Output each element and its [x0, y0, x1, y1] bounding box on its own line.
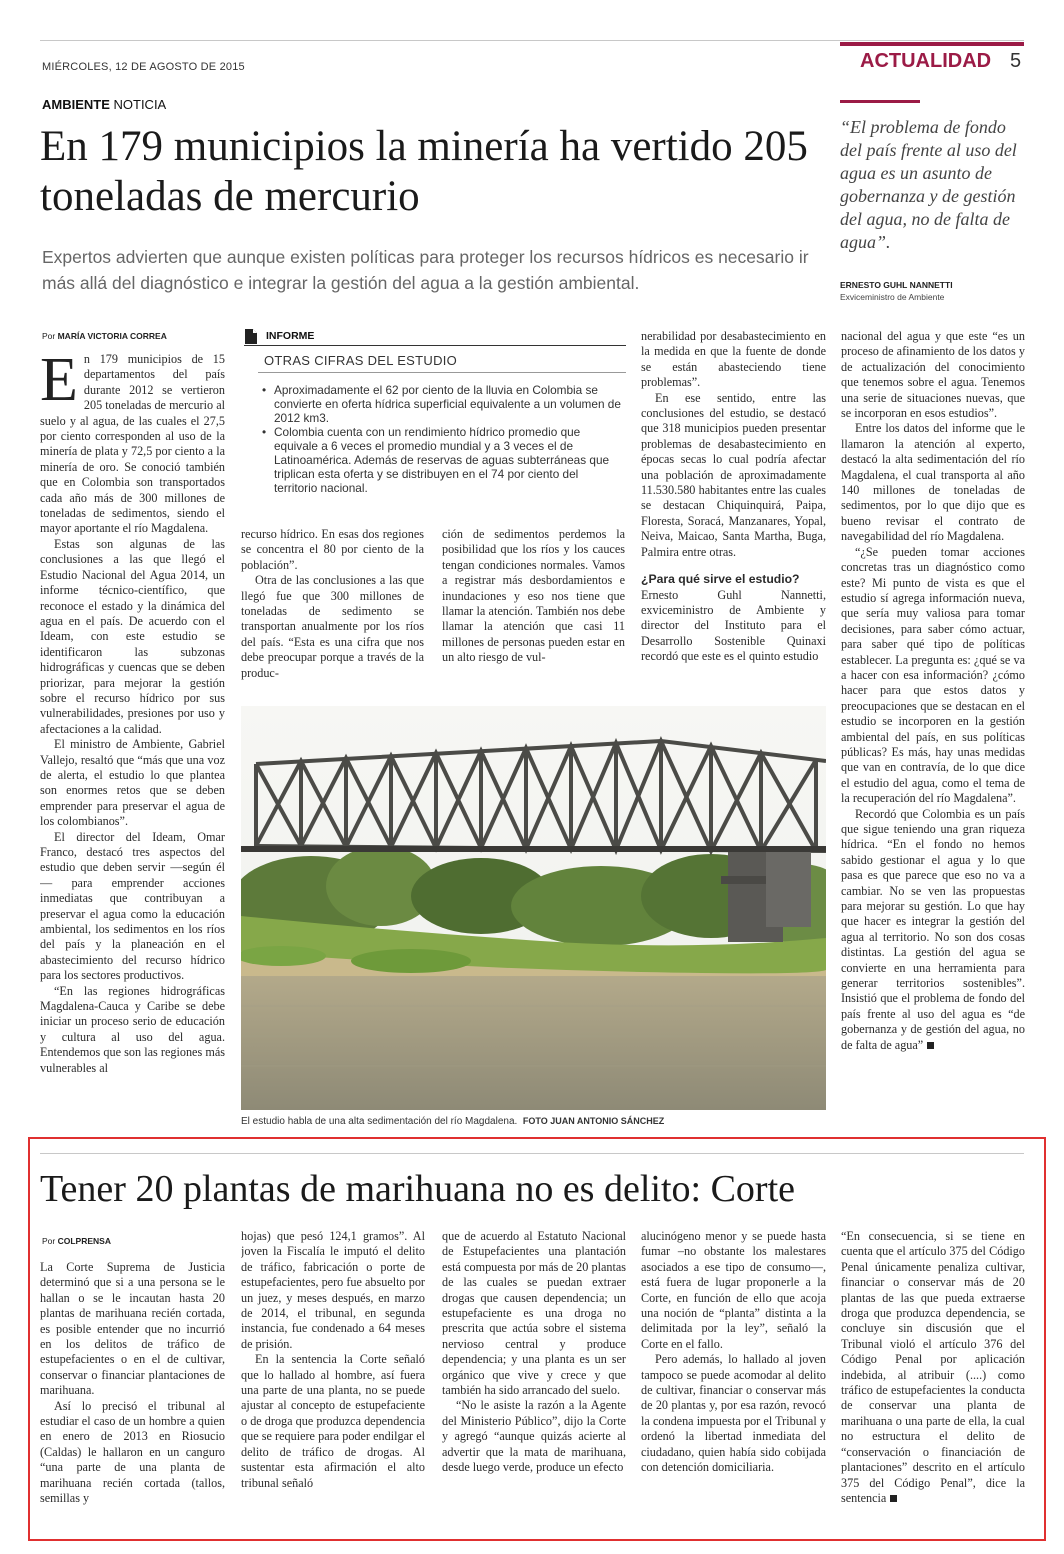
issue-date: MIÉRCOLES, 12 DE AGOSTO DE 2015: [42, 61, 245, 73]
article-column-1: [40, 352, 225, 1132]
infobox-item: • Colombia cuenta con un rendimiento hídrico promedio que equivale a 6 veces el promedio mundial y a 3 veces el de Latinoamérica. Además de reservas de aguas subterráneas que triplican esta oferta y se distribuyen en el 74 por ciento del territorio nacional.: [262, 426, 622, 495]
pull-quote: “El problema de fondo del país frente al uso del agua es un asunto de gobernanza y de gestión del agua, no de falta de agua”.: [840, 117, 1017, 252]
paragraph: Pero además, lo hallado al joven tampoco se puede acomodar al delito de cultivar, financiar o conservar más de 20 plantas y, por esa razón, revocó la condena impuesta por el Tribunal y ordenó la libertad inmediata del ciudadano, quien había sido cobijada con detención domiciliaria.: [641, 1352, 826, 1475]
byline-author: MARÍA VICTORIA CORREA: [57, 331, 167, 341]
article2-column-1: [40, 1260, 225, 1536]
paragraph: n 179 municipios de 15 departamentos del país durante 2012 se vertieron 205 toneladas de mercurio al suelo y al agua, de las cuales el 27,5 por ciento corresponden al uso de la minería de plata y 72,5 por ciento a la minería de oro. Se conoció también que en Colombia son transportados cada año más de 300 millones de toneladas de sedimentos, siendo el mayor aportante el río Magdalena.: [40, 352, 225, 536]
kicker-section: AMBIENTE: [42, 97, 110, 112]
paragraph: En ese sentido, entre las conclusiones del estudio, se destacó que 318 municipios pueden presentar problemas de desabastecimiento en épocas secas lo cual podría afectar una población de aproximadamente 11.530.580 habitantes entre las cuales se destacan Chiquinquirá, Paipa, Floresta, Soracá, Manzanares, Yopal, Neiva, Maicao, Santa Martha, Buga, Palmira entre otras.: [641, 390, 826, 559]
article2-column-3: [442, 1229, 626, 1536]
paragraph: Ernesto Guhl Nannetti, exviceministro de Ambiente y director del Instituto para el Desarrollo Sostenible Quinaxi recordó que este es el quinto estudio: [641, 587, 826, 664]
section-tab-bar: [840, 42, 1024, 46]
paragraph: El director del Ideam, Omar Franco, destacó tres aspectos del estudio que deben servir —según él— para emprender acciones inmediatas que contribuyan a preservar el agua como la educación ambiental, los sedimentos en los ríos del país y la planeación en el abastecimiento del recurso hídrico para los sectores productivos.: [40, 829, 225, 983]
paragraph: “En consecuencia, si se tiene en cuenta que el artículo 375 del Código Penal únicamente penaliza cultivar, financiar o conservar más de 20 plantas de las que pueda extraerse droga que produzca dependencia, se concluye sin discusión que el Tribunal violó el artículo 376 del Código Penal por aplicación indebida, al atribuir (....) como tráfico de estupefacientes la conducta de conservar una planta de marihuana o una parte de ella, la cual no estructura el delito de “conservación o financiación de plantaciones” descrito en el artículo 375 del Código Penal”, dice la sentencia: [841, 1229, 1025, 1505]
article2-headline: Tener 20 plantas de marihuana no es delito: Corte: [40, 1168, 795, 1210]
quote-author: ERNESTO GUHL NANNETTI: [840, 280, 953, 290]
paragraph: “En las regiones hidrográficas Magdalena-Cauca y Caribe se debe iniciar un proceso serio de educación y cultura al uso del agua. Entendemos que son las regiones más vulnerables al: [40, 983, 225, 1075]
article2-column-5: [841, 1229, 1025, 1536]
paragraph: Estas son algunas de las conclusiones a las que llegó el Estudio Nacional del Agua 2014, un informe técnico-científico, que reconoce el estado y la dinámica del agua en el país. De acuerdo con el Ideam, con este estudio se identificaron las subzonas hidrográficas y cuencas que se deben priorizar, para mejorar la gestión sobre el recurso hídrico por sus vulnerabilidades, presiones por uso y afectaciones a la calidad.: [40, 536, 225, 736]
article-deck: Expertos advierten que aunque existen políticas para proteger los recursos hídricos es necesario ir más allá del diagnóstico e integrar la gestión del agua a la gestión ambiental.: [42, 247, 809, 293]
quote-rule: [840, 100, 920, 103]
paragraph: Otra de las conclusiones a las que llegó fue que 300 millones de toneladas de sedimento se transportan anualmente por los ríos del país. “Esta es una cifra que nos debe preocupar porque a través de la produc-: [241, 573, 424, 680]
paragraph: Así lo precisó el tribunal al estudiar el caso de un hombre a quien en enero de 2013 en Riosucio (Caldas) le hallaron en un canguro “una parte de una planta de marihuana recién cortada (tallos, semillas y: [40, 1398, 225, 1506]
paragraph: Recordó que Colombia es un país que sigue teniendo una gran riqueza hídrica. “En el fondo no hemos sabido gestionar el agua y lo que pasa es que parece que eso no va a cambiar. No se ven las propuestas para mejorar su gestión. Lo que hay que hacer es integrar la gestión del agua al territorio. No son dos cosas distintas. La gestión del agua se convierte en una herramienta para generar territorios sostenibles”. Insistió que el problema de fondo del país frente al uso del agua es “de gobernanza y de gestión del agua, no de falta de agua”: [841, 806, 1025, 1052]
article-kicker: [42, 97, 166, 112]
quote-role: Exviceministro de Ambiente: [840, 292, 945, 302]
infobox-tag: INFORME: [266, 330, 315, 342]
article-column-5: [841, 329, 1025, 1134]
photo-caption: [241, 1116, 826, 1127]
paragraph: recurso hídrico. En esas dos regiones se concentra el 80 por ciento de la población”.: [241, 527, 424, 572]
paragraph: alucinógeno menor y se puede hasta fumar –no obstante los malestares asociados a ese tipo de consumo—, está fuera de lugar proponerle a la Corte, en función de ello que acoja una noción de “planta” distinta a la delimitada por la ley”, señaló la Corte en el fallo.: [641, 1229, 826, 1351]
paragraph: ción de sedimentos perdemos la posibilidad que los ríos y los cauces tengan condiciones normales. Vamos a registrar más desbordamientos e inundaciones y eso nos tiene que llamar la atención. También nos debe llamar la atención que casi 11 millones de personas pueden estar en un alto riesgo de vul-: [442, 527, 625, 665]
paragraph: “¿Se pueden tomar acciones concretas tras un diagnóstico como este? Mi punto de vista es que el estudio sí agrega información nueva, que sería muy valiosa para tomar decisiones, para saber cómo actuar, para saber qué tipo de políticas establecer. La pregunta es: ¿qué se va a hacer con esa información? ¿cómo hacer para que estos datos y preocupaciones que se destacan en el estudio se incorporen en la gestión ambiental del país, en sus políticas públicas? Es más, hay unas medidas que van en contravía, de lo que dice el estudio del agua, como el tema de la recuperación del río Magdalena”.: [841, 544, 1025, 806]
article-column-3: [442, 527, 625, 697]
article-column-2: [241, 527, 424, 697]
infobox-title: OTRAS CIFRAS DEL ESTUDIO: [264, 353, 458, 368]
photo-credit: FOTO JUAN ANTONIO SÁNCHEZ: [522, 1116, 665, 1126]
page-number: 5: [1010, 50, 1022, 72]
byline-prefix: Por: [42, 331, 58, 341]
header-rule: [40, 40, 1024, 41]
caption-text: El estudio habla de una alta sedimentación del río Magdalena.: [241, 1116, 518, 1127]
paragraph: La Corte Suprema de Justicia determinó que si a una persona se le hallan o se le incautan hasta 20 plantas de marihuana recién cortada, es posible entender que no incurrió en los delitos de tráfico de estupefacientes o en el de cultivar, conservar o financiar plantaciones de marihuana.: [40, 1260, 225, 1398]
subhead: ¿Para qué sirve el estudio?: [641, 572, 800, 587]
paragraph: Entre los datos del informe que le llamaron la atención al experto, destacó la alta sedimentación del río Magdalena, el cual transporta al año 140 millones de toneladas de sedimentos, por lo que dijo que es bueno revisar el contrato de navegabilidad del río Magdalena.: [841, 421, 1025, 544]
paragraph: nacional del agua y que este “es un proceso de afinamiento de los datos y de actualización del conocimiento que tenemos sobre el agua. Tenemos una serie de situaciones nuevas, que se incorporan en esos estudios”.: [841, 329, 1025, 421]
byline-author: COLPRENSA: [57, 1236, 111, 1246]
byline-prefix: Por: [42, 1236, 58, 1246]
infobox-list: [262, 384, 622, 496]
paragraph: nerabilidad por desabastecimiento en la medida en que la fuente de donde se están abasteciendo tiene problemas”.: [641, 329, 826, 390]
section-name: ACTUALIDAD: [860, 50, 992, 72]
article2-column-4: [641, 1229, 826, 1536]
end-mark: [927, 1042, 934, 1049]
kicker-type: NOTICIA: [109, 97, 167, 112]
end-mark: [890, 1495, 897, 1502]
article-column-4: [641, 329, 826, 697]
paragraph: “No le asiste la razón a la Agente del Ministerio Público”, dijo la Corte y agregó “aunque quizás acierte al advertir que la mata de marihuana, desde luego verde, produce un efecto: [442, 1398, 626, 1475]
infobox-rule: [244, 345, 626, 346]
infobox-item: • Aproximadamente el 62 por ciento de la lluvia en Colombia se convierte en oferta hídrica superficial equivalente a un volumen de 2012 km3.: [262, 384, 622, 425]
paragraph: que de acuerdo al Estatuto Nacional de Estupefacientes una plantación está compuesta por más de 20 plantas de las cuales se puedan extraer drogas que causen dependencia; un estupefaciente es una droga no prescrita que actúa sobre el sistema nervioso central y produce dependencia; y una planta es un ser orgánico que vive y crece y que también ha sido arrancado del suelo.: [442, 1229, 626, 1398]
paragraph: hojas) que pesó 124,1 gramos”. Al joven la Fiscalía le imputó el delito de tráfico, fabricación o porte de estupefacientes, pero fue absuelto por un juez, y meses después, en marzo de 2014, el tribunal, en segunda instancia, fue condenado a 64 meses de prisión.: [241, 1229, 425, 1351]
infobox-rule: [258, 372, 626, 373]
drop-cap: E: [40, 352, 78, 414]
article-headline: En 179 municipios la minería ha vertido 205 toneladas de mercurio: [40, 123, 808, 220]
paragraph: El ministro de Ambiente, Gabriel Vallejo, resaltó que “más que una voz de alerta, el estudio lo que plantea son enormes retos que se deben emprender para preservar el agua de los colombianos”.: [40, 737, 225, 829]
bridge-photo: [241, 706, 826, 1110]
article2-byline: [42, 1236, 111, 1246]
document-icon: [244, 328, 258, 345]
section-divider: [40, 1153, 1024, 1154]
byline: [42, 331, 167, 341]
article2-column-2: [241, 1229, 425, 1536]
paragraph: En la sentencia la Corte señaló que lo hallado al hombre, así fuera una parte de una planta, no se puede ajustar al concepto de estupefaciente o de droga que produzca dependencia que se requiere para poder endilgar el delito de tráfico de drogas. Al sustentar esta afirmación el alto tribunal señaló: [241, 1352, 425, 1490]
